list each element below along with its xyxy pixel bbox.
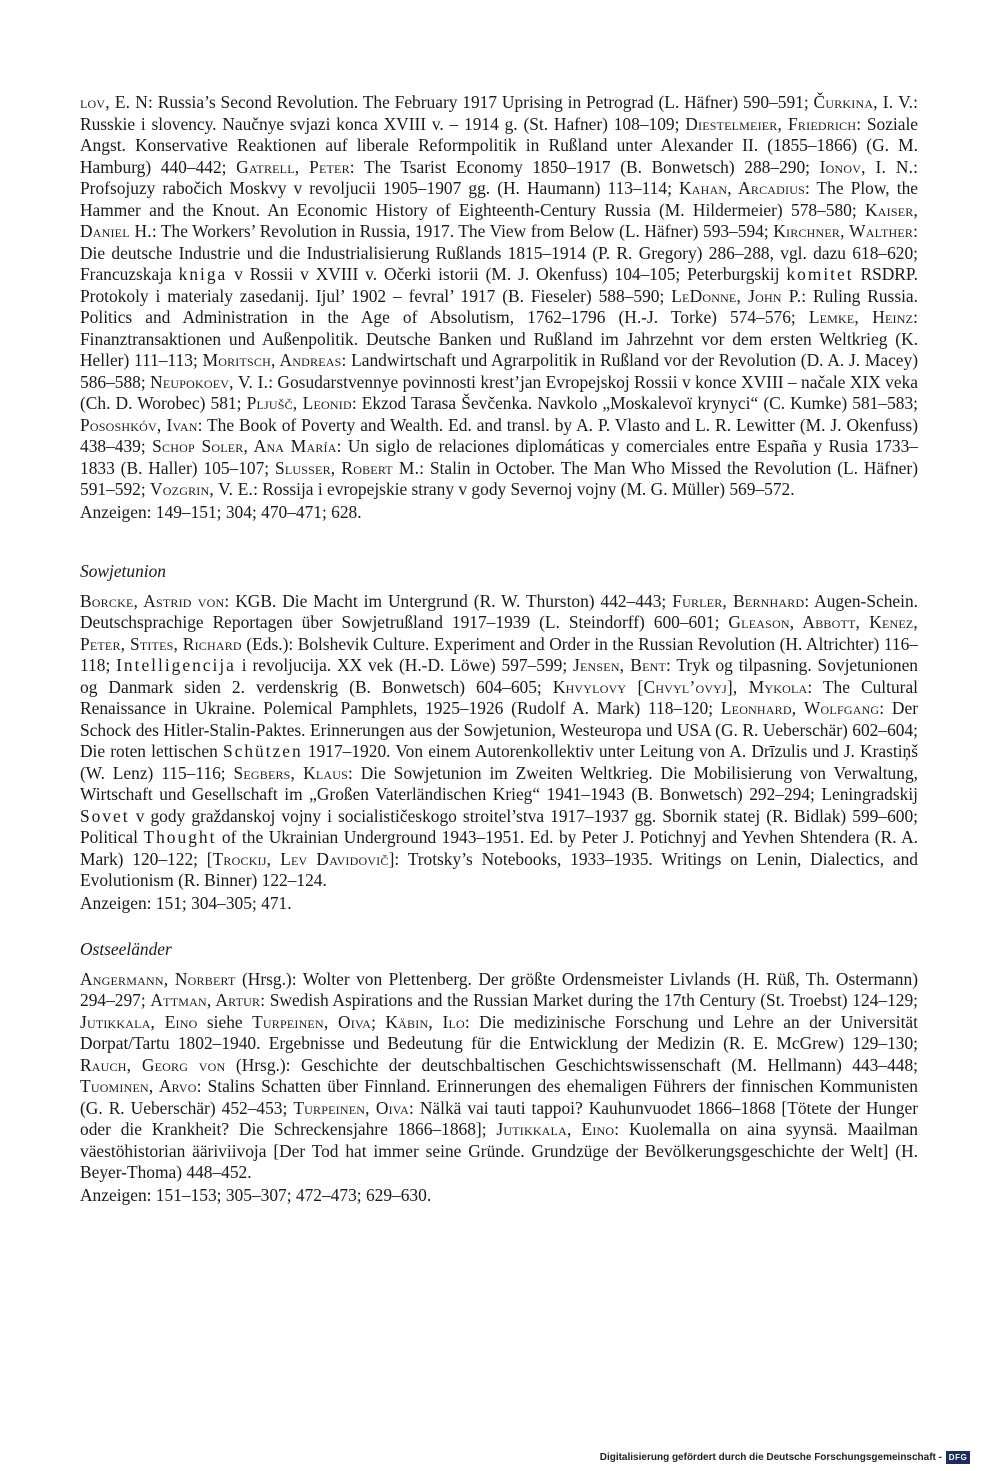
- author-name: Jutikkala, Eino: [80, 1011, 198, 1032]
- author-name: Furler, Bernhard: [672, 590, 805, 611]
- author-name: Kahan, Arcadius: [679, 178, 805, 198]
- author-name: LeDonne, John P.: [671, 285, 802, 306]
- author-name: Segbers, Klaus: [233, 762, 349, 783]
- author-name: Rauch, Georg von: [80, 1054, 226, 1075]
- dfg-logo-icon: DFG: [946, 1451, 970, 1464]
- author-name: Jutikkala, Eino: [496, 1119, 615, 1139]
- author-name: Čurkina, I. V.: [813, 92, 914, 112]
- entries-paragraph: Borcke, Astrid von: KGB. Die Macht im Untergrund (R. W. Thurston) 442–443; Furler, Bernhard: Augen-Schein. Deutschsprachige Reportagen über Sowjetrußland 1917–1939 (L. Steindorff) 600–601; Gleason, Abbott, Kenez, Peter, Stites, Richard (Eds.): Bolshevik Culture. Experiment and Order in the Russian Revolution (H. Altrichter) 116–118; Intelligencija i revoljucija. XX vek (H.-D. Löwe) 597–599; Jensen, Bent: Tryk og tilpasning. Sovjetunionen og Danmark siden 2. verdenskrig (B. Bonwetsch) 604–605; Khvylovy [Chvyl’ovyj], Mykola: The Cultural Renaissance in Ukraine. Polemical Pamphlets, 1925–1926 (Rudolf A. Mark) 118–120; Leonhard, Wolfgang: Der Schock des Hitler-Stalin-Paktes. Erinnerungen aus der Sowjetunion, Westeuropa und USA (G. R. Ueberschär) 602–604; Die roten lettischen Schützen 1917–1920. Von einem Autorenkollektiv unter Leitung von A. Drīzulis und J. Krastiņš (W. Lenz) 115–116; Segbers, Klaus: Die Sowjetunion im Zweiten Weltkrieg. Die Mobilisierung von Verwaltung, Wirtschaft und Gesellschaft im „Großen Vaterländischen Krieg“ 1941–1943 (B. Bonwetsch) 292–294; Leningradskij Sovet v gody graždanskoj vojny i socialističeskogo stroitel’stva 1917–1937 gg. Sbornik statej (R. Bidlak) 599–600; Political Thought of the Ukrainian Underground 1943–1951. Ed. by Peter J. Potichnyj and Yevhen Shtendera (R. A. Mark) 120–122; [Trockij, Lev Davidovič]: Trotsky’s Notebooks, 1933–1935. Writings on Lenin, Dialectics, and Evolutionism (R. Binner) 122–124.: [80, 590, 919, 890]
- author-name: Pososhkóv, Ivan: [80, 414, 198, 435]
- author-name: lov, E. N: [80, 92, 149, 112]
- entries-paragraph: Angermann, Norbert (Hrsg.): Wolter von Plettenberg. Der größte Ordensmeister Livlands (H. Rüß, Th. Ostermann) 294–297; Attman, Artur: Swedish Aspirations and the Russian Market during the 17th Century (St. Troebst) 124–129; Jutikkala, Eino siehe Turpeinen, Oiva; Käbin, Ilo: Die medizinische Forschung und Lehre an der Universität Dorpat/Tartu 1802–1940. Ergebnisse und Bedeutung für die Entwicklung der Medizin (R. E. McGrew) 129–130; Rauch, Georg von (Hrsg.): Geschichte der deutschbaltischen Geschichtswissenschaft (M. Hellmann) 443–448; Tuominen, Arvo: Stalins Schatten über Finnland. Erinnerungen des ehemaligen Führers der finnischen Kommunisten (G. R. Ueberschär) 452–453; Turpeinen, Oiva: Nälkä vai tauti tappoi? Kauhunvuodet 1866–1868 [Tötete der Hunger oder die Krankheit? Die Schreckensjahre 1866–1868]; Jutikkala, Eino: Kuolemalla on aina syynsä. Maailman väestöhistorian ääriviivoja [Der Tod hat immer seine Gründe. Grundzüge der Bevölkerungsgeschichte der Welt] (H. Beyer-Thoma) 448–452.: [80, 968, 919, 1182]
- author-name: Tuominen, Arvo: [80, 1076, 197, 1096]
- author-name: Borcke, Astrid von: [80, 590, 225, 611]
- section-ostseelaender: [80, 939, 918, 1206]
- bibliography-page: [80, 92, 918, 1206]
- spaced-keyword: Thought: [143, 827, 217, 847]
- author-name: Attman, Artur: [150, 990, 261, 1010]
- author-name: Neupokoev, V. I.: [150, 371, 269, 392]
- author-name: Trockij, Lev Davidovič: [212, 848, 389, 869]
- ads-line: Anzeigen: 149–151; 304; 470–471; 628.: [80, 501, 362, 522]
- author-name: Ionov, I. N.: [819, 156, 914, 177]
- author-name: Jensen, Bent: [573, 655, 667, 675]
- section-heading: Sowjetunion: [80, 561, 166, 581]
- author-name: Angermann, Norbert: [80, 968, 236, 989]
- spaced-keyword: Intelligencija: [116, 655, 236, 675]
- spaced-keyword: Schützen: [222, 741, 303, 761]
- author-name: Moritsch, Andreas: [202, 350, 342, 370]
- author-name: Käbin, Ilo: [385, 1011, 465, 1032]
- ads-line: Anzeigen: 151–153; 305–307; 472–473; 629–630.: [80, 1184, 432, 1205]
- section-heading: Ostseeländer: [80, 939, 172, 959]
- section-russland-continued: [80, 92, 918, 523]
- author-name: Schop Soler, Ana María: [152, 436, 337, 456]
- author-name: Diestelmeier, Friedrich: [685, 113, 857, 134]
- author-name: Turpeinen, Oiva: [252, 1011, 372, 1032]
- author-name: Kirchner, Walther: [773, 221, 914, 241]
- author-name: Slusser, Robert M.: [275, 457, 420, 478]
- author-name: Turpeinen, Oiva: [293, 1097, 409, 1118]
- author-name: Leonhard, Wolfgang: [720, 698, 880, 718]
- footer-credit: [600, 1449, 970, 1465]
- ads-line: Anzeigen: 151; 304–305; 471.: [80, 892, 292, 913]
- author-name: Vozgrin, V. E.: [150, 479, 254, 499]
- author-name: Lemke, Heinz: [808, 307, 914, 327]
- spaced-keyword: kniga: [178, 264, 228, 284]
- footer-text: Digitalisierung gefördert durch die Deutsche Forschungsgemeinschaft -: [599, 1451, 942, 1463]
- spaced-keyword: Sovet: [80, 805, 130, 826]
- entries-paragraph: lov, E. N: Russia’s Second Revolution. The February 1917 Uprising in Petrograd (L. Häfner) 590–591; Čurkina, I. V.: Russkie i slovency. Naučnye svjazi konca XVIII v. – 1914 g. (St. Hafner) 108–109; Diestelmeier, Friedrich: Soziale Angst. Konservative Reaktionen auf liberale Reformpolitik in Rußland unter Alexander II. (1855–1866) (G. M. Hamburg) 440–442; Gatrell, Peter: The Tsarist Economy 1850–1917 (B. Bonwetsch) 288–290; Ionov, I. N.: Profsojuzy rabočich Moskvy v revoljucii 1905–1907 gg. (H. Haumann) 113–114; Kahan, Arcadius: The Plow, the Hammer and the Knout. An Economic History of Eighteenth-Century Russia (M. Hildermeier) 578–580; Kaiser, Daniel H.: The Workers’ Revolution in Russia, 1917. The View from Below (L. Häfner) 593–594; Kirchner, Walther: Die deutsche Industrie und die Industrialisierung Rußlands 1815–1914 (P. R. Gregory) 286–288, vgl. dazu 618–620; Francuzskaja kniga v Rossii v XVIII v. Očerki istorii (M. J. Okenfuss) 104–105; Peterburgskij komitet RSDRP. Protokoly i materialy zasedanij. Ijul’ 1902 – fevral’ 1917 (B. Fieseler) 588–590; LeDonne, John P.: Ruling Russia. Politics and Administration in the Age of Absolutism, 1762–1796 (H.-J. Torke) 574–576; Lemke, Heinz: Finanztransaktionen und Außenpolitik. Deutsche Banken und Rußland im Jahrzehnt vor dem ersten Weltkrieg (K. Heller) 111–113; Moritsch, Andreas: Landwirtschaft und Agrarpolitik in Rußland vor der Revolution (D. A. J. Macey) 586–588; Neupokoev, V. I.: Gosudarstvennye povinnosti krest’jan Evropejskoj Rossii v konce XVIII – načale XIX veka (Ch. D. Worobec) 581; Pljušč, Leonid: Ekzod Tarasa Ševčenka. Navkolo „Moskalevoï krynyci“ (C. Kumke) 581–583; Pososhkóv, Ivan: The Book of Poverty and Wealth. Ed. and transl. by A. P. Vlasto and L. R. Lewitter (M. J. Okenfuss) 438–439; Schop Soler, Ana María: Un siglo de relaciones diplomáticas y comerciales entre España y Rusia 1733–1833 (B. Haller) 105–107; Slusser, Robert M.: Stalin in October. The Man Who Missed the Revolution (L. Häfner) 591–592; Vozgrin, V. E.: Rossija i evropejskie strany v gody Severnoj vojny (M. G. Müller) 569–572.: [80, 92, 919, 499]
- author-name: Kaiser, Daniel H.: [80, 199, 918, 241]
- section-sowjetunion: [80, 561, 918, 914]
- spaced-keyword: komitet: [786, 264, 854, 284]
- author-name: Khvylovy [Chvyl’ovyj], Mykola: [552, 676, 808, 697]
- author-name: Pljušč, Leonid: [246, 393, 352, 413]
- author-name: Gatrell, Peter: [236, 156, 350, 177]
- author-name: Gleason, Abbott, Kenez, Peter, Stites, Richard: [80, 612, 918, 654]
